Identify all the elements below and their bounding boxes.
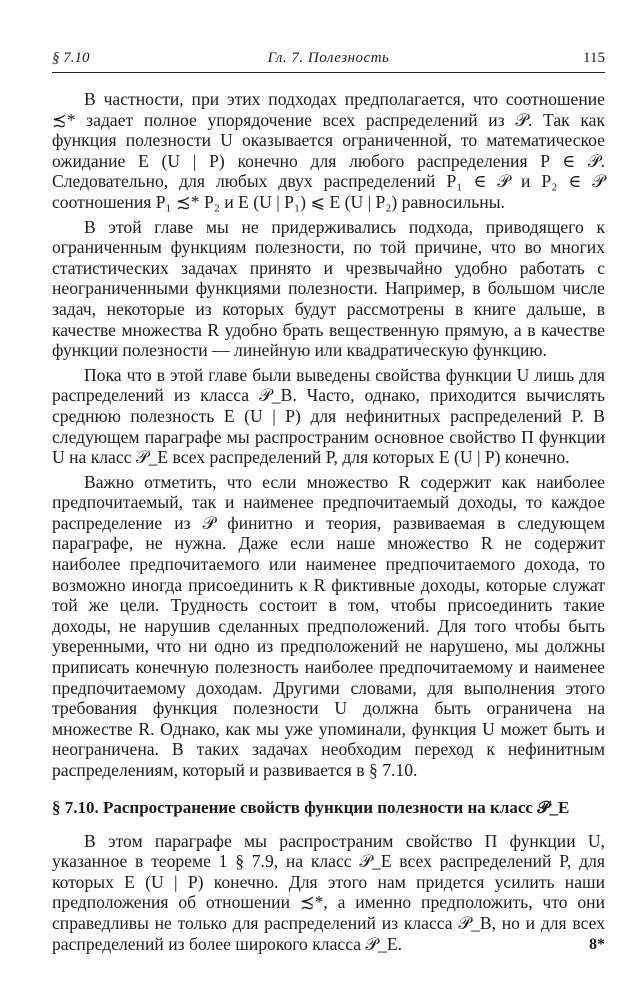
running-head <box>52 48 605 72</box>
section-paragraph: В этом параграфе мы распространим свойство П функции U, указанное в теореме 1 § 7.9, на класс 𝒫_E всех распределений P, для которых E (U | P) конечно. Для этого нам придется усилить наши предположения об отношении ≾*, а именно предположить, что они справедливы не только для распределений из класса 𝒫_B, но и для всех распределений из более широкого класса 𝒫_E. <box>52 830 605 954</box>
section-heading: § 7.10. Распространение свойств функции полезности на класс 𝒫_E <box>52 797 570 817</box>
header-rule <box>52 72 605 73</box>
paragraph-1: В частности, при этих подходах предполагается, что соотношение ≾* задает полное упорядочение всех распределений из 𝒫. Так как функция полезности U оказывается ограниченной, то математическое ожидание E (U | P) конечно для любого распределения P ∈ 𝒫. Следовательно, для любых двух распределений P₁ ∈ 𝒫 и P₂ ∈ 𝒫 соотношения P₁ ≾* P₂ и E (U | P₁) ⩽ E (U | P₂) равносильны. <box>52 89 605 212</box>
paragraph-2: В этой главе мы не придерживались подхода, приводящего к ограниченным функциям полезности, по той причине, что во многих статистических задачах принято и чрезвычайно удобно работать с неограниченными функциями полезности. Например, в большом числе задач, некоторые из которых будут рассмотрены в книге дальше, в качестве множества R удобно брать вещественную прямую, а в качестве функции полезности — линейную или квадратическую функцию. <box>52 216 605 361</box>
body-text <box>52 89 605 954</box>
section-reference: § 7.10 <box>52 50 90 66</box>
signature-mark: 8* <box>589 936 605 953</box>
paragraph-4: Важно отметить, что если множество R содержит как наиболее предпочитаемый, так и наименее предпочитаемый доходы, то каждое распределение из 𝒫 финитно и теория, развиваемая в следующем параграфе, не нужна. Даже если наше множество R не содержит наиболее предпочитаемого или наименее предпочитаемого дохода, то возможно иногда присоединить к R фиктивные доходы, которые служат той же цели. Трудность состоит в том, чтобы присоединить такие доходы, не нарушив сделанных предположений. Для того чтобы быть уверенными, что ни одно из предположений не нарушено, мы должны приписать конечную полезность наиболее предпочитаемому и наименее предпочитаемому доходам. Другими словами, для выполнения этого требования функция полезности U должна быть ограничена на множестве R. Однако, как мы уже упоминали, функция U может быть и неограничена. В таких задачах необходим переход к нефинитным распределениям, который и развивается в § 7.10. <box>52 471 605 780</box>
chapter-title: Гл. 7. Полезность <box>267 50 390 66</box>
page-number: 115 <box>583 50 605 66</box>
paragraph-3: Пока что в этой главе были выведены свойства функции U лишь для распределений из класса 𝒫_B. Часто, однако, приходится вычислять среднюю полезность E (U | P) для нефинитных распределений P. В следующем параграфе мы распространим основное свойство П функции U на класс 𝒫_E всех распределений P, для которых E (U | P) конечно. <box>52 364 605 468</box>
book-page <box>52 48 605 988</box>
